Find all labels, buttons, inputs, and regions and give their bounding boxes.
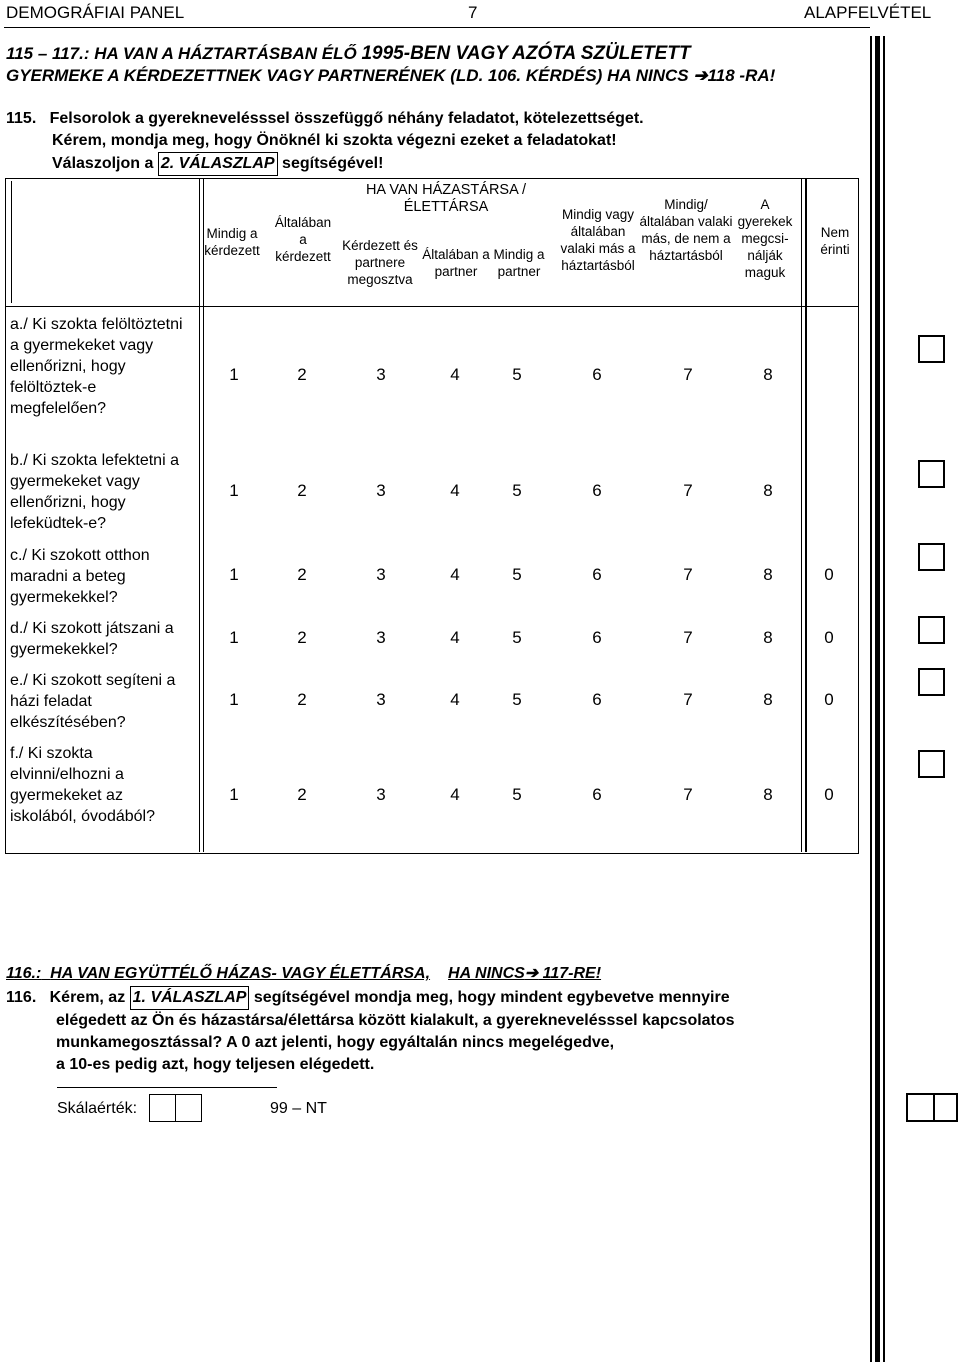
col-always-respondent: Mindig a kérdezett	[204, 226, 260, 258]
answer-code[interactable]: 1	[229, 365, 239, 384]
answer-code[interactable]: 7	[683, 481, 693, 500]
answer-code[interactable]: 1	[229, 481, 239, 500]
answer-line	[57, 1087, 277, 1088]
answer-codes-a	[0, 365, 960, 389]
answer-code[interactable]: 3	[376, 690, 386, 709]
answer-code[interactable]: 8	[763, 365, 773, 384]
answer-codes-d	[0, 628, 960, 652]
answer-code[interactable]: 0	[824, 785, 834, 804]
answer-code[interactable]: 6	[592, 481, 602, 500]
response-card-2: 2. VÁLASZLAP	[158, 152, 278, 176]
code-box-a[interactable]	[918, 335, 945, 363]
arrow-right-icon: ➔	[524, 965, 539, 982]
code-box-e[interactable]	[918, 668, 945, 696]
answer-code[interactable]: 8	[763, 628, 773, 647]
answer-code[interactable]: 0	[824, 628, 834, 647]
answer-code[interactable]: 6	[592, 628, 602, 647]
table-header-rule	[5, 306, 858, 307]
answer-code[interactable]: 5	[512, 565, 522, 584]
answer-code[interactable]: 2	[297, 365, 307, 384]
table-col-divider	[801, 178, 802, 852]
row-label-f: f./ Ki szokta elvinni/elhozni a gyermekeket az iskolából, óvodából?	[10, 745, 155, 825]
answer-code[interactable]: 4	[450, 690, 460, 709]
code-box-c[interactable]	[918, 543, 945, 571]
row-label-d: d./ Ki szokott játszani a gyermekekkel?	[10, 620, 174, 658]
answer-code[interactable]: 6	[592, 365, 602, 384]
scale-na-code: 99 – NT	[270, 1100, 327, 1117]
col-not-applicable: Nem érinti	[820, 225, 850, 257]
answer-code[interactable]: 3	[376, 785, 386, 804]
page-number: 7	[468, 3, 478, 22]
answer-code[interactable]: 4	[450, 481, 460, 500]
answer-code[interactable]: 6	[592, 690, 602, 709]
row-label-c: c./ Ki szokott otthon maradni a beteg gyermekekkel?	[10, 547, 150, 606]
row-label-a: a./ Ki szokta felöltöztetni a gyermekeket vagy ellenőrizni, hogy felöltöztek-e megfelelően?	[10, 316, 183, 417]
code-box-f[interactable]	[918, 750, 945, 778]
code-box-d[interactable]	[918, 616, 945, 644]
col-shared: Kérdezett és partnere megosztva	[342, 238, 418, 287]
col-children-themselves: A gyerekek megcsi- nálják maguk	[737, 197, 793, 280]
answer-code[interactable]: 1	[229, 785, 239, 804]
answer-code[interactable]: 3	[376, 565, 386, 584]
col-always-partner: Mindig a partner	[493, 247, 545, 279]
header-rule	[4, 27, 870, 28]
answer-code[interactable]: 5	[512, 690, 522, 709]
answer-code[interactable]: 2	[297, 565, 307, 584]
answer-code[interactable]: 3	[376, 365, 386, 384]
answer-code[interactable]: 2	[297, 628, 307, 647]
answer-code[interactable]: 5	[512, 365, 522, 384]
answer-code[interactable]: 8	[763, 481, 773, 500]
answer-codes-e	[0, 690, 960, 714]
answer-code[interactable]: 4	[450, 628, 460, 647]
scale-digit-box-2[interactable]	[175, 1094, 202, 1122]
col-other-outside: Mindig/ általában valaki más, de nem a háztartásból	[639, 197, 733, 263]
answer-code[interactable]: 7	[683, 565, 693, 584]
col-usually-partner: Általában a partner	[422, 247, 490, 279]
col-usually-respondent: Általában a kérdezett	[274, 215, 332, 264]
answer-code[interactable]: 5	[512, 628, 522, 647]
code-box-b[interactable]	[918, 460, 945, 488]
filter-116: 116.: HA VAN EGYÜTTÉLŐ HÁZAS- VAGY ÉLETTÁRSA, HA NINCS➔ 117-RE!	[6, 965, 602, 982]
answer-code[interactable]: 2	[297, 690, 307, 709]
answer-code[interactable]: 2	[297, 481, 307, 500]
col-other-household: Mindig vagy általában valaki más a háztartásból	[560, 207, 636, 273]
answer-code[interactable]: 6	[592, 785, 602, 804]
answer-code[interactable]: 2	[297, 785, 307, 804]
answer-code[interactable]: 5	[512, 481, 522, 500]
answer-code[interactable]: 3	[376, 481, 386, 500]
answer-codes-f	[0, 785, 960, 809]
table-col-divider	[199, 178, 200, 852]
answer-code[interactable]: 4	[450, 365, 460, 384]
answer-code[interactable]: 5	[512, 785, 522, 804]
answer-code[interactable]: 1	[229, 565, 239, 584]
answer-code[interactable]: 4	[450, 565, 460, 584]
filter-115: 115 – 117.: HA VAN A HÁZTARTÁSBAN ÉLŐ 1995-BEN VAGY AZÓTA SZÜLETETT GYERMEKE A KÉRDEZETTNEK VAGY PARTNERÉNEK (LD. 106. KÉRDÉS) HA NINCS ➔118 -RA!	[6, 43, 776, 85]
question-116-number: 116.	[6, 989, 37, 1006]
answer-code[interactable]: 7	[683, 785, 693, 804]
answer-code[interactable]: 0	[824, 690, 834, 709]
col-group-partner: HA VAN HÁZASTÁRSA / ÉLETTÁRSA	[365, 182, 527, 215]
answer-code[interactable]: 4	[450, 785, 460, 804]
answer-code[interactable]: 7	[683, 365, 693, 384]
table-col-divider	[11, 181, 12, 303]
answer-code[interactable]: 7	[683, 628, 693, 647]
table-col-divider	[805, 178, 807, 852]
arrow-right-icon: ➔	[693, 66, 708, 85]
row-label-b: b./ Ki szokta lefektetni a gyermekeket vagy ellenőrizni, hogy lefeküdtek-e?	[10, 452, 179, 532]
question-115-number: 115.	[6, 110, 37, 127]
question-116: 116. Kérem, az 1. VÁLASZLAP segítségével mondja meg, hogy mindent egybevetve mennyire elégedett az Ön és házastársa/élettársa között kialakult, a gyereknevelésssel kapcsolatos munkamegosztással? A 0 azt jelenti, hogy egyáltalán nincs megelégedve, a 10-es pedig azt, hogy teljesen elégedett.	[6, 986, 735, 1076]
header-right: ALAPFELVÉTEL	[804, 3, 932, 22]
answer-code[interactable]: 1	[229, 628, 239, 647]
answer-code[interactable]: 8	[763, 565, 773, 584]
answer-code[interactable]: 8	[763, 690, 773, 709]
scale-digit-box-1[interactable]	[149, 1094, 176, 1122]
answer-code[interactable]: 7	[683, 690, 693, 709]
row-label-e: e./ Ki szokott segíteni a házi feladat elkészítésében?	[10, 672, 176, 731]
answer-codes-c	[0, 565, 960, 589]
answer-codes-b	[0, 481, 960, 505]
answer-code[interactable]: 0	[824, 565, 834, 584]
header-left: DEMOGRÁFIAI PANEL	[6, 3, 185, 22]
answer-code[interactable]: 8	[763, 785, 773, 804]
response-card-1: 1. VÁLASZLAP	[130, 986, 250, 1010]
answer-code[interactable]: 6	[592, 565, 602, 584]
answer-code[interactable]: 3	[376, 628, 386, 647]
code-box-116-2[interactable]	[931, 1093, 958, 1122]
answer-code[interactable]: 1	[229, 690, 239, 709]
scale-label: Skálaérték:	[57, 1100, 138, 1117]
table-col-divider	[203, 178, 204, 852]
question-115: 115. Felsorolok a gyereknevelésssel összefüggő néhány feladatot, kötelezettséget. Kérem, mondja meg, hogy Önöknél ki szokta végezni ezeket a feladatokat! Válaszoljon a 2. VÁLASZLAP segítségével!	[6, 108, 644, 176]
